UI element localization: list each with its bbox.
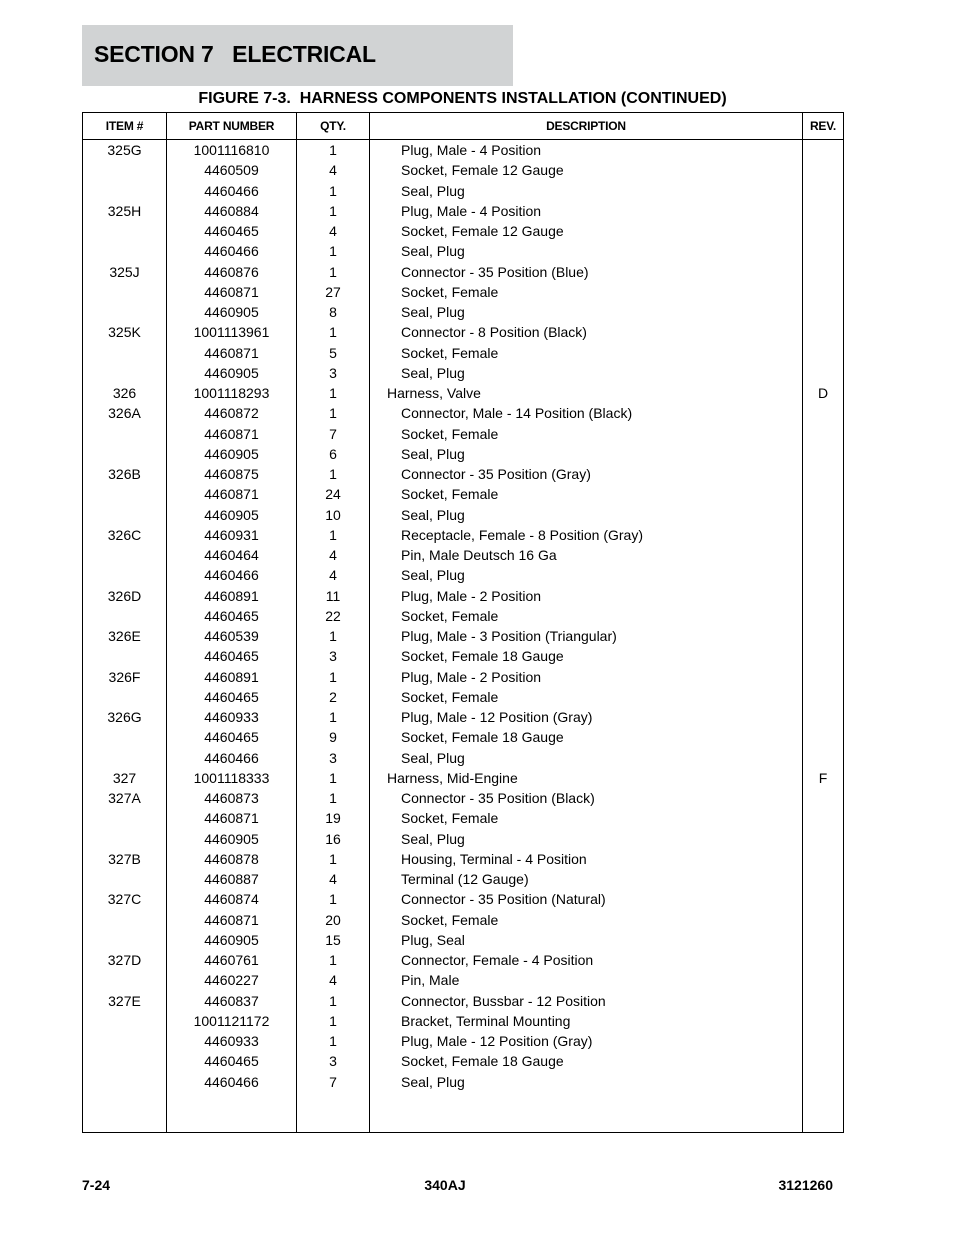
cell-description: Plug, Male - 12 Position (Gray) (401, 709, 593, 725)
cell-qty: 1 (329, 891, 337, 908)
table-row (83, 525, 843, 545)
table-row (83, 1011, 843, 1031)
table-row (83, 383, 843, 403)
table-row (83, 241, 843, 261)
cell-qty: 1 (329, 385, 337, 401)
cell-part-number: 4460905 (204, 506, 259, 523)
cell-qty: 1 (329, 466, 337, 482)
cell-description: Connector - 35 Position (Natural) (401, 891, 606, 908)
table-row (83, 606, 843, 626)
table-row (83, 322, 843, 342)
cell-part-number: 4460466 (204, 182, 259, 199)
table-row (83, 444, 843, 464)
cell-qty: 6 (329, 445, 337, 462)
cell-description: Harness, Valve (387, 385, 481, 401)
cell-part-number: 4460761 (204, 952, 259, 968)
cell-part-number: 4460891 (204, 587, 259, 604)
cell-description: Seal, Plug (401, 1073, 465, 1090)
cell-qty: 1 (329, 628, 337, 644)
cell-description: Connector - 35 Position (Black) (401, 790, 595, 806)
cell-description: Seal, Plug (401, 749, 465, 766)
cell-qty: 8 (329, 304, 337, 320)
cell-item: 326G (107, 709, 142, 725)
cell-qty: 4 (329, 567, 337, 584)
table-row (83, 626, 843, 646)
table-row (83, 565, 843, 585)
table-row (83, 950, 843, 970)
cell-qty: 1 (329, 405, 337, 422)
cell-part-number: 4460464 (204, 547, 259, 563)
cell-description: Socket, Female (401, 486, 499, 503)
cell-description: Harness, Mid-Engine (387, 769, 518, 786)
cell-qty: 3 (329, 749, 337, 766)
table-row (83, 464, 843, 484)
cell-description: Connector, Female - 4 Position (401, 952, 594, 968)
table-row (83, 768, 843, 788)
cell-part-number: 4460905 (204, 931, 259, 948)
cell-part-number: 4460931 (204, 526, 259, 543)
cell-part-number: 4460465 (204, 688, 259, 705)
table-body (83, 140, 843, 1092)
cell-qty: 4 (329, 162, 337, 179)
cell-part-number: 4460887 (204, 871, 259, 887)
table-row (83, 586, 843, 606)
cell-qty: 1 (329, 142, 337, 158)
table-row (83, 991, 843, 1011)
cell-part-number: 4460874 (204, 891, 259, 908)
cell-qty: 4 (329, 547, 337, 563)
cell-qty: 19 (325, 810, 341, 827)
cell-description: Socket, Female 18 Gauge (401, 1053, 564, 1070)
cell-part-number: 1001118293 (193, 385, 270, 401)
cell-description: Socket, Female 18 Gauge (401, 729, 564, 746)
cell-qty: 3 (329, 364, 337, 381)
cell-description: Socket, Female (401, 607, 499, 624)
cell-qty: 10 (325, 506, 341, 523)
cell-description: Pin, Male (401, 972, 460, 989)
cell-qty: 1 (329, 952, 337, 968)
cell-item: 326D (107, 587, 142, 604)
cell-part-number: 4460905 (204, 830, 259, 847)
cell-part-number: 4460871 (204, 344, 259, 361)
table-row (83, 424, 843, 444)
cell-qty: 1 (329, 709, 337, 725)
section-header (82, 25, 513, 86)
cell-part-number: 4460465 (204, 648, 259, 665)
cell-qty: 1 (329, 790, 337, 806)
cell-part-number: 4460465 (204, 607, 259, 624)
cell-description: Seal, Plug (401, 567, 465, 584)
cell-part-number: 4460875 (204, 466, 259, 482)
cell-qty: 3 (329, 1053, 337, 1070)
cell-qty: 4 (329, 871, 337, 887)
cell-qty: 1 (329, 526, 337, 543)
cell-qty: 7 (329, 425, 337, 442)
table-row (83, 869, 843, 889)
table-row (83, 808, 843, 828)
table-row (83, 403, 843, 423)
cell-item: 325H (107, 202, 142, 219)
cell-description: Socket, Female 18 Gauge (401, 648, 564, 665)
cell-rev: D (817, 385, 829, 401)
cell-part-number: 4460872 (204, 405, 259, 422)
cell-description: Plug, Male - 12 Position (Gray) (401, 1033, 593, 1049)
cell-qty: 2 (329, 688, 337, 705)
cell-part-number: 4460466 (204, 1073, 259, 1090)
table-row (83, 181, 843, 201)
table-row (83, 545, 843, 565)
page-number: 7-24 (82, 1177, 111, 1193)
cell-description: Socket, Female (401, 688, 499, 705)
header-item: ITEM # (105, 119, 144, 133)
table-row (83, 707, 843, 727)
header-part-number: PART NUMBER (188, 119, 275, 133)
table-row (83, 484, 843, 504)
header-qty: QTY. (320, 119, 346, 133)
cell-part-number: 4460891 (204, 668, 259, 685)
cell-item: 327B (108, 850, 141, 867)
table-row (83, 1051, 843, 1071)
cell-description: Seal, Plug (401, 445, 465, 462)
cell-qty: 27 (325, 283, 341, 300)
cell-description: Seal, Plug (401, 364, 465, 381)
header-description: DESCRIPTION (546, 119, 626, 133)
cell-item: 326E (108, 628, 141, 644)
table-row (83, 302, 843, 322)
table-row (83, 363, 843, 383)
cell-part-number: 4460837 (204, 992, 259, 1009)
cell-description: Seal, Plug (401, 182, 465, 199)
table-row (83, 788, 843, 808)
cell-qty: 1 (329, 243, 337, 260)
cell-qty: 24 (325, 486, 341, 503)
table-row (83, 727, 843, 747)
cell-item: 326F (108, 668, 141, 685)
cell-description: Connector, Bussbar - 12 Position (401, 992, 606, 1009)
cell-description: Receptacle, Female - 8 Position (Gray) (401, 526, 643, 543)
table-row (83, 829, 843, 849)
table-row (83, 160, 843, 180)
cell-qty: 3 (329, 648, 337, 665)
cell-description: Connector - 35 Position (Gray) (401, 466, 591, 482)
cell-part-number: 4460871 (204, 283, 259, 300)
cell-part-number: 4460876 (204, 263, 259, 280)
cell-qty: 1 (329, 668, 337, 685)
cell-part-number: 4460466 (204, 749, 259, 766)
table-row (83, 1072, 843, 1092)
cell-qty: 11 (325, 587, 341, 604)
table-row (83, 140, 843, 160)
cell-part-number: 1001116810 (193, 142, 270, 158)
table-row (83, 646, 843, 666)
cell-part-number: 4460227 (204, 972, 259, 989)
cell-description: Socket, Female (401, 425, 499, 442)
cell-part-number: 4460905 (204, 304, 259, 320)
table-row (83, 889, 843, 909)
cell-part-number: 1001113961 (193, 324, 270, 341)
cell-item: 325G (107, 142, 142, 158)
model-name: 340AJ (424, 1177, 466, 1193)
document-number: 3121260 (778, 1177, 833, 1193)
cell-part-number: 1001121172 (193, 1012, 270, 1029)
cell-qty: 1 (329, 992, 337, 1009)
table-row (83, 262, 843, 282)
cell-description: Plug, Male - 3 Position (Triangular) (401, 628, 617, 644)
cell-description: Plug, Male - 4 Position (401, 202, 542, 219)
cell-item: 325K (108, 324, 141, 341)
table-row (83, 343, 843, 363)
cell-description: Connector - 8 Position (Black) (401, 324, 587, 341)
cell-qty: 15 (325, 931, 341, 948)
table-row (83, 221, 843, 241)
cell-part-number: 4460878 (204, 850, 259, 867)
cell-qty: 1 (329, 850, 337, 867)
cell-item: 326A (108, 405, 141, 422)
cell-part-number: 4460871 (204, 425, 259, 442)
table-row (83, 910, 843, 930)
cell-rev: F (818, 769, 828, 786)
table-row (83, 748, 843, 768)
cell-qty: 20 (325, 911, 341, 928)
table-row (83, 687, 843, 707)
cell-item: 327 (112, 769, 137, 786)
cell-item: 327D (107, 952, 142, 968)
cell-item: 326 (112, 385, 137, 401)
cell-description: Socket, Female (401, 810, 499, 827)
cell-item: 325J (109, 263, 140, 280)
cell-qty: 1 (329, 182, 337, 199)
cell-part-number: 4460933 (204, 709, 259, 725)
cell-description: Seal, Plug (401, 243, 465, 260)
table-row (83, 201, 843, 221)
cell-description: Socket, Female (401, 283, 499, 300)
cell-part-number: 4460466 (204, 567, 259, 584)
cell-description: Plug, Male - 4 Position (401, 142, 542, 158)
cell-part-number: 4460905 (204, 364, 259, 381)
cell-part-number: 4460884 (204, 202, 259, 219)
cell-part-number: 4460539 (204, 628, 259, 644)
cell-part-number: 4460933 (204, 1033, 259, 1049)
cell-qty: 7 (329, 1073, 337, 1090)
cell-item: 327E (108, 992, 141, 1009)
cell-description: Seal, Plug (401, 506, 465, 523)
table-row (83, 282, 843, 302)
cell-item: 327C (107, 891, 142, 908)
table-row (83, 930, 843, 950)
cell-description: Seal, Plug (401, 304, 465, 320)
parts-table (82, 112, 844, 1133)
cell-qty: 1 (329, 202, 337, 219)
cell-item: 326C (107, 526, 142, 543)
table-row (83, 667, 843, 687)
cell-description: Socket, Female (401, 344, 499, 361)
cell-part-number: 4460871 (204, 911, 259, 928)
cell-part-number: 4460871 (204, 486, 259, 503)
cell-description: Connector, Male - 14 Position (Black) (401, 405, 633, 422)
section-title: SECTION 7 ELECTRICAL (94, 41, 376, 67)
cell-part-number: 1001118333 (193, 769, 270, 786)
cell-item: 326B (108, 466, 141, 482)
cell-description: Plug, Male - 2 Position (401, 587, 542, 604)
cell-description: Socket, Female (401, 911, 499, 928)
cell-description: Seal, Plug (401, 830, 465, 847)
cell-description: Housing, Terminal - 4 Position (401, 850, 587, 867)
cell-description: Pin, Male Deutsch 16 Ga (401, 547, 557, 563)
cell-qty: 1 (329, 1033, 337, 1049)
cell-part-number: 4460905 (204, 445, 259, 462)
cell-description: Socket, Female 12 Gauge (401, 162, 564, 179)
cell-qty: 22 (325, 607, 341, 624)
cell-part-number: 4460465 (204, 1053, 259, 1070)
cell-part-number: 4460509 (204, 162, 259, 179)
cell-qty: 4 (329, 972, 337, 989)
cell-part-number: 4460465 (204, 223, 259, 239)
cell-item: 327A (108, 790, 141, 806)
cell-qty: 5 (329, 344, 337, 361)
cell-part-number: 4460465 (204, 729, 259, 746)
cell-qty: 4 (329, 223, 337, 239)
cell-part-number: 4460466 (204, 243, 259, 260)
cell-qty: 16 (325, 830, 341, 847)
cell-description: Terminal (12 Gauge) (401, 871, 529, 887)
cell-description: Socket, Female 12 Gauge (401, 223, 564, 239)
table-row (83, 849, 843, 869)
table-row (83, 505, 843, 525)
cell-description: Plug, Seal (401, 931, 465, 948)
cell-qty: 1 (329, 769, 337, 786)
cell-qty: 1 (329, 324, 337, 341)
header-rev: REV. (809, 119, 837, 133)
cell-description: Bracket, Terminal Mounting (401, 1012, 571, 1029)
cell-qty: 9 (329, 729, 337, 746)
figure-title: FIGURE 7-3. HARNESS COMPONENTS INSTALLATION (CONTINUED) (198, 90, 727, 107)
cell-qty: 1 (329, 263, 337, 280)
cell-part-number: 4460871 (204, 810, 259, 827)
cell-description: Plug, Male - 2 Position (401, 668, 542, 685)
cell-part-number: 4460873 (204, 790, 259, 806)
table-row (83, 970, 843, 990)
cell-description: Connector - 35 Position (Blue) (401, 263, 589, 280)
cell-qty: 1 (329, 1012, 337, 1029)
table-row (83, 1031, 843, 1051)
